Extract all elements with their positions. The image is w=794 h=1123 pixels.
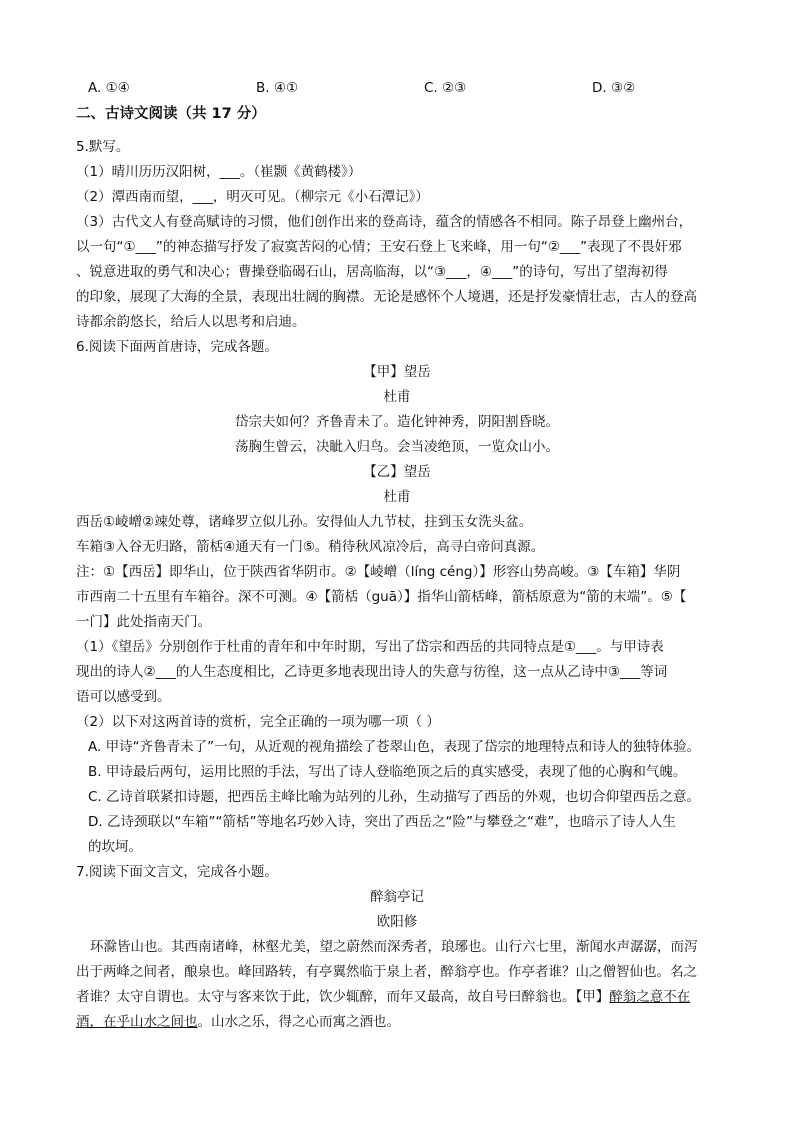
essay-text: 。山水之乐，得之心而寓之酒也。: [197, 1014, 400, 1030]
q4-option-a: A. ①④: [88, 80, 130, 96]
poem2-title: 【乙】望岳: [363, 464, 431, 480]
q5-item-1: （1）晴川历历汉阳树，___。（崔颢《黄鹤楼》）: [76, 164, 362, 180]
q6-sub2-option-a: A. 甲诗“齐鲁青未了”一句，从近观的视角描绘了苍翠山色，表现了岱宗的地理特点和诗人的独特体验。: [88, 739, 701, 755]
poem-notes-line: 注：①【西岳】即华山，位于陕西省华阴市。②【崚嶒（líng céng）】形容山势高峻。③【车箱】华阴: [76, 564, 681, 580]
poem2-line: 车箱③入谷无归路，箭栝④通天有一门⑤。稍待秋风凉冷后，高寻白帝问真源。: [76, 539, 545, 555]
essay-text: 者谁？太守自谓也。太守与客来饮于此，饮少辄醉，而年又最高，故自号曰醉翁也。【甲】: [76, 989, 610, 1005]
poem1-title: 【甲】望岳: [363, 364, 431, 380]
q6-sub1-line: 现出的诗人②___的人生态度相比，乙诗更多地表现出诗人的失意与彷徨，这一点从乙诗中③___等词: [76, 664, 668, 680]
essay-paragraph-line: [76, 987, 690, 1007]
q5-item-2: （2）潭西南而望，___，明灭可见。（柳宗元《小石潭记》）: [76, 189, 429, 205]
essay-paragraph-line: 出于两峰之间者，酿泉也。峰回路转，有亭翼然临于泉上者，醉翁亭也。作亭者谁？山之僧智仙也。名之: [76, 964, 697, 980]
essay-paragraph-line: 环滁皆山也。其西南诸峰，林壑尤美，望之蔚然而深秀者，琅琊也。山行六七里，渐闻水声潺潺，而泻: [90, 939, 698, 955]
q4-option-b: B. ④①: [256, 80, 299, 96]
essay-paragraph-line: [76, 1012, 400, 1032]
q6-sub1-line: （1）《望岳》分别创作于杜甫的青年和中年时期，写出了岱宗和西岳的共同特点是①___。与甲诗表: [76, 639, 664, 655]
q6-sub2-stem: （2）以下对这两首诗的赏析，完全正确的一项为哪一项（ ）: [76, 714, 440, 730]
q5-item-3-line: （3）古代文人有登高赋诗的习惯，他们创作出来的登高诗，蕴含的情感各不相同。陈子昂登上幽州台，: [76, 214, 693, 230]
q4-option-d: D. ③②: [592, 80, 636, 96]
q6-sub2-option-d: D. 乙诗颈联以“车箱”“箭栝”等地名巧妙入诗，突出了西岳之“险”与攀登之“难”，也暗示了诗人人生: [88, 814, 676, 830]
q5-item-3-line: 诗都余韵悠长，给后人以思考和启迪。: [76, 314, 306, 330]
q6-sub2-option-b: B. 甲诗最后两句，运用比照的手法，写出了诗人登临绝顶之后的真实感受，表现了他的心胸和气魄。: [88, 764, 687, 780]
q6-sub1-line: 语可以感受到。: [76, 689, 171, 705]
q6-sub2-option-d-cont: 的坎坷。: [88, 839, 142, 855]
q5-item-3-line: 的印象，展现了大海的全景，表现出壮阔的胸襟。无论是感怀个人境遇，还是抒发豪情壮志，古人的登高: [76, 289, 697, 305]
poem2-author: 杜甫: [383, 489, 411, 505]
poem-notes-line: 市西南二十五里有车箱谷。深不可测。④【箭栝（guā）】指华山箭栝峰，箭栝原意为“箭的末端”。⑤【: [76, 589, 687, 605]
underlined-sentence-jia: 酒，在乎山水之间也: [76, 1014, 198, 1030]
essay-title: 醉翁亭记: [370, 889, 424, 905]
q4-option-c: C. ②③: [424, 80, 467, 96]
poem-notes-line: 一门】此处指南天门。: [76, 614, 211, 630]
q6-title: 6.阅读下面两首唐诗，完成各题。: [76, 339, 278, 355]
q5-item-3-line: 、锐意进取的勇气和决心；曹操登临碣石山，居高临海，以“③___，④___”的诗句，写出了望海初得: [76, 264, 668, 280]
poem1-author: 杜甫: [383, 389, 411, 405]
q6-sub2-option-c: C. 乙诗首联紧扣诗题，把西岳主峰比喻为站列的儿孙，生动描写了西岳的外观，也切合仰望西岳之意。: [88, 789, 701, 805]
essay-author: 欧阳修: [376, 914, 418, 930]
poem1-line: 荡胸生曾云，决眦入归鸟。会当凌绝顶，一览众山小。: [235, 439, 559, 455]
poem1-line: 岱宗夫如何？齐鲁青未了。造化钟神秀，阴阳割昏晓。: [235, 414, 559, 430]
poem2-line: 西岳①崚嶒②竦处尊，诸峰罗立似儿孙。安得仙人九节杖，拄到玉女洗头盆。: [76, 514, 533, 530]
underlined-sentence-jia: 醉翁之意不在: [609, 989, 691, 1005]
q5-title: 5.默写。: [76, 139, 130, 155]
section-heading: 二、古诗文阅读（共 17 分）: [76, 106, 266, 122]
q7-title: 7.阅读下面文言文，完成各小题。: [76, 864, 278, 880]
q5-item-3-line: 以一句“①___”的神态描写抒发了寂寞苦闷的心情；王安石登上飞来峰，用一句“②___”表现了不畏奸邪: [76, 239, 682, 255]
